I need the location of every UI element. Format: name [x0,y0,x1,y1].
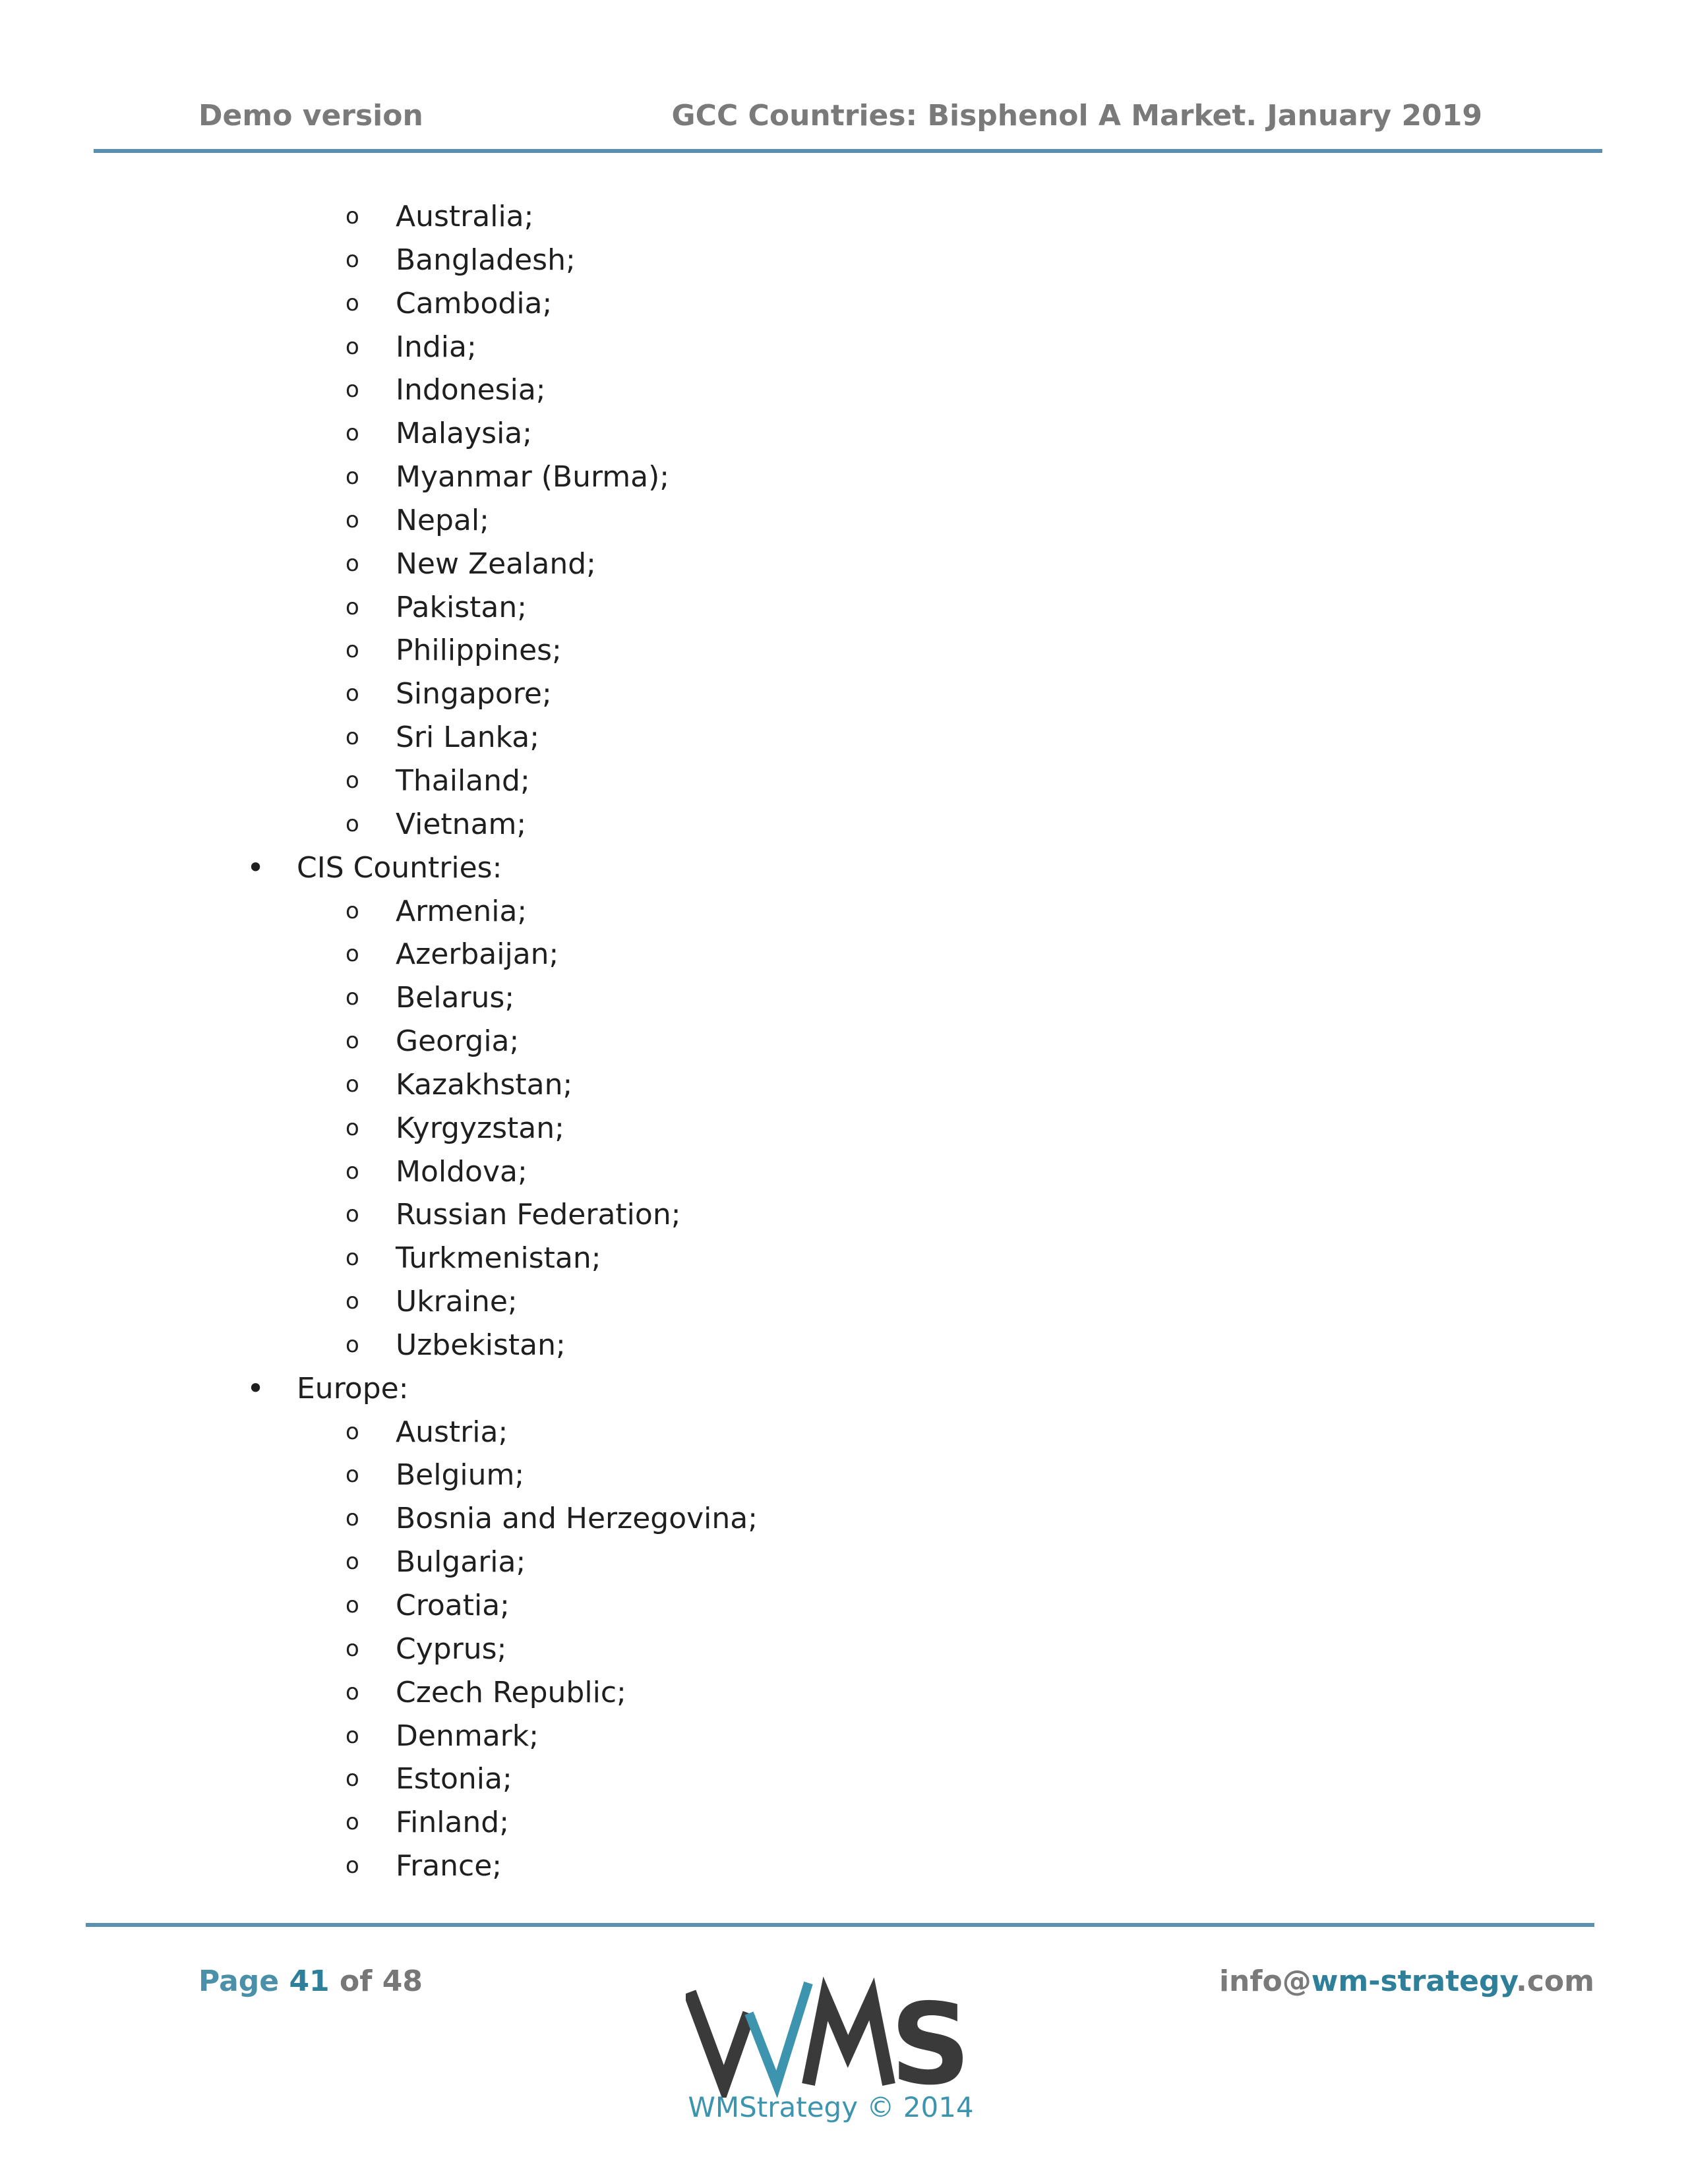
list-item-text: Bangladesh; [396,243,576,277]
page-current: 41 [289,1964,330,1998]
circle-bullet-icon: o [346,1852,359,1879]
list-item-text: Belarus; [396,981,515,1015]
circle-bullet-icon: o [346,1158,359,1185]
circle-bullet-icon: o [346,1028,359,1055]
list-item-text: Croatia; [396,1589,510,1622]
circle-bullet-icon: o [346,1114,359,1141]
list-item [0,1063,1688,1107]
list-item [0,716,1688,759]
circle-bullet-icon: o [346,1201,359,1228]
list-item-text: Thailand; [396,763,530,798]
circle-bullet-icon: o [346,810,359,837]
list-item [0,1584,1688,1628]
list-item-text: Myanmar (Burma); [396,460,670,494]
list-item-text: Pakistan; [396,590,528,624]
list-item [0,282,1688,326]
list-item-text: Bulgaria; [396,1545,526,1579]
circle-bullet-icon: o [346,897,359,924]
circle-bullet-icon: o [346,1549,359,1576]
header-left: Demo version [198,99,423,133]
list-item-text: Estonia; [396,1762,512,1796]
list-item-text: Indonesia; [396,373,546,407]
country-list [0,195,1688,1888]
list-item-text: Cambodia; [396,286,553,320]
email-tld: .com [1516,1964,1594,1998]
circle-bullet-icon: o [346,506,359,533]
circle-bullet-icon: o [346,203,359,229]
list-item [0,1757,1688,1801]
list-item-text: Russian Federation; [396,1198,681,1232]
page-of: of [340,1964,373,1998]
list-item [0,499,1688,543]
circle-bullet-icon: o [346,1461,359,1489]
list-item [0,1628,1688,1671]
circle-bullet-icon: o [346,289,359,316]
list-item [0,326,1688,369]
list-item-text: France; [396,1849,502,1883]
list-item [0,1411,1688,1454]
list-item [0,412,1688,456]
list-item [0,1150,1688,1194]
logo-s-letter: S [890,1980,971,2098]
circle-bullet-icon: o [346,1331,359,1358]
list-item-text: Finland; [396,1806,510,1840]
circle-bullet-icon: o [346,1288,359,1315]
list-item [0,1497,1688,1541]
circle-bullet-icon: o [346,984,359,1011]
list-item-text: Czech Republic; [396,1675,626,1709]
circle-bullet-icon: o [346,376,359,403]
list-item-text: CIS Countries: [297,850,502,885]
list-item [0,1020,1688,1063]
bullet-icon: • [247,849,265,885]
bullet-icon: • [247,1370,265,1406]
circle-bullet-icon: o [346,1592,359,1618]
list-item-text: Uzbekistan; [396,1328,566,1362]
circle-bullet-icon: o [346,333,359,360]
list-item [0,1324,1688,1367]
page-total: 48 [382,1964,423,1998]
circle-bullet-icon: o [346,1071,359,1098]
circle-bullet-icon: o [346,1722,359,1749]
circle-bullet-icon: o [346,246,359,273]
list-item-text: Sri Lanka; [396,721,540,755]
list-item-text: Vietnam; [396,807,527,841]
circle-bullet-icon: o [346,724,359,751]
list-item-text: Cyprus; [396,1632,507,1666]
circle-bullet-icon: o [346,1765,359,1792]
list-item [0,759,1688,803]
list-item [0,803,1688,846]
list-item-text: Ukraine; [396,1285,518,1319]
list-item [0,1801,1688,1845]
logo-caption: WMStrategy © 2014 [688,2091,974,2123]
circle-bullet-icon: o [346,1505,359,1532]
page-number [198,1964,423,1998]
circle-bullet-icon: o [346,550,359,577]
email-domain: wm-strategy [1311,1964,1517,1998]
list-item [0,629,1688,672]
list-item-text: Moldova; [396,1154,528,1189]
logo-m-stroke [808,1999,889,2084]
circle-bullet-icon: o [346,463,359,490]
list-heading [0,846,1688,890]
list-item [0,1715,1688,1758]
list-item-text: Azerbaijan; [396,937,559,972]
circle-bullet-icon: o [346,1245,359,1272]
list-item-text: Bosnia and Herzegovina; [396,1502,758,1536]
list-item-text: Singapore; [396,677,552,711]
list-item [0,1541,1688,1584]
list-item-text: Denmark; [396,1719,539,1753]
list-item [0,976,1688,1020]
circle-bullet-icon: o [346,593,359,620]
list-item-text: Nepal; [396,503,489,537]
footer-rule [86,1923,1594,1927]
list-item [0,1671,1688,1715]
list-item-text: Georgia; [396,1024,520,1059]
list-item-text: Philippines; [396,634,562,668]
document-title: GCC Countries: Bisphenol A Market. January 2019 [671,99,1482,133]
list-item [0,1107,1688,1150]
circle-bullet-icon: o [346,680,359,707]
logo [686,1972,976,2098]
circle-bullet-icon: o [346,420,359,447]
list-item [0,1454,1688,1497]
list-item [0,543,1688,586]
list-item-text: Malaysia; [396,417,533,451]
list-item-text: Kazakhstan; [396,1067,573,1102]
list-item [0,195,1688,239]
email-user: info@ [1219,1964,1311,1998]
list-item [0,1193,1688,1237]
logo-w-right-stroke [749,1983,808,2084]
circle-bullet-icon: o [346,941,359,968]
list-item [0,586,1688,630]
list-item [0,672,1688,716]
list-item [0,239,1688,282]
list-item-text: Australia; [396,200,534,233]
list-item [0,456,1688,499]
circle-bullet-icon: o [346,1418,359,1445]
logo-w-left-stroke [690,1992,749,2084]
list-item [0,369,1688,412]
wms-logo-icon [686,1972,976,2098]
list-item [0,1845,1688,1888]
header-rule [94,149,1602,153]
contact-email [1219,1964,1594,1998]
list-heading [0,1367,1688,1411]
list-item [0,890,1688,933]
circle-bullet-icon: o [346,637,359,664]
circle-bullet-icon: o [346,767,359,794]
list-item-text: Armenia; [396,894,528,928]
list-item-text: Europe: [297,1371,409,1405]
list-item [0,1280,1688,1324]
list-item-text: India; [396,330,477,364]
list-item [0,933,1688,976]
page-label: Page [198,1964,280,1998]
list-item-text: Turkmenistan; [396,1241,601,1276]
circle-bullet-icon: o [346,1678,359,1705]
list-item-text: Kyrgyzstan; [396,1111,564,1145]
list-item [0,1237,1688,1280]
list-item-text: Belgium; [396,1458,525,1492]
circle-bullet-icon: o [346,1635,359,1662]
circle-bullet-icon: o [346,1809,359,1836]
list-item-text: New Zealand; [396,546,596,581]
list-item-text: Austria; [396,1415,508,1449]
